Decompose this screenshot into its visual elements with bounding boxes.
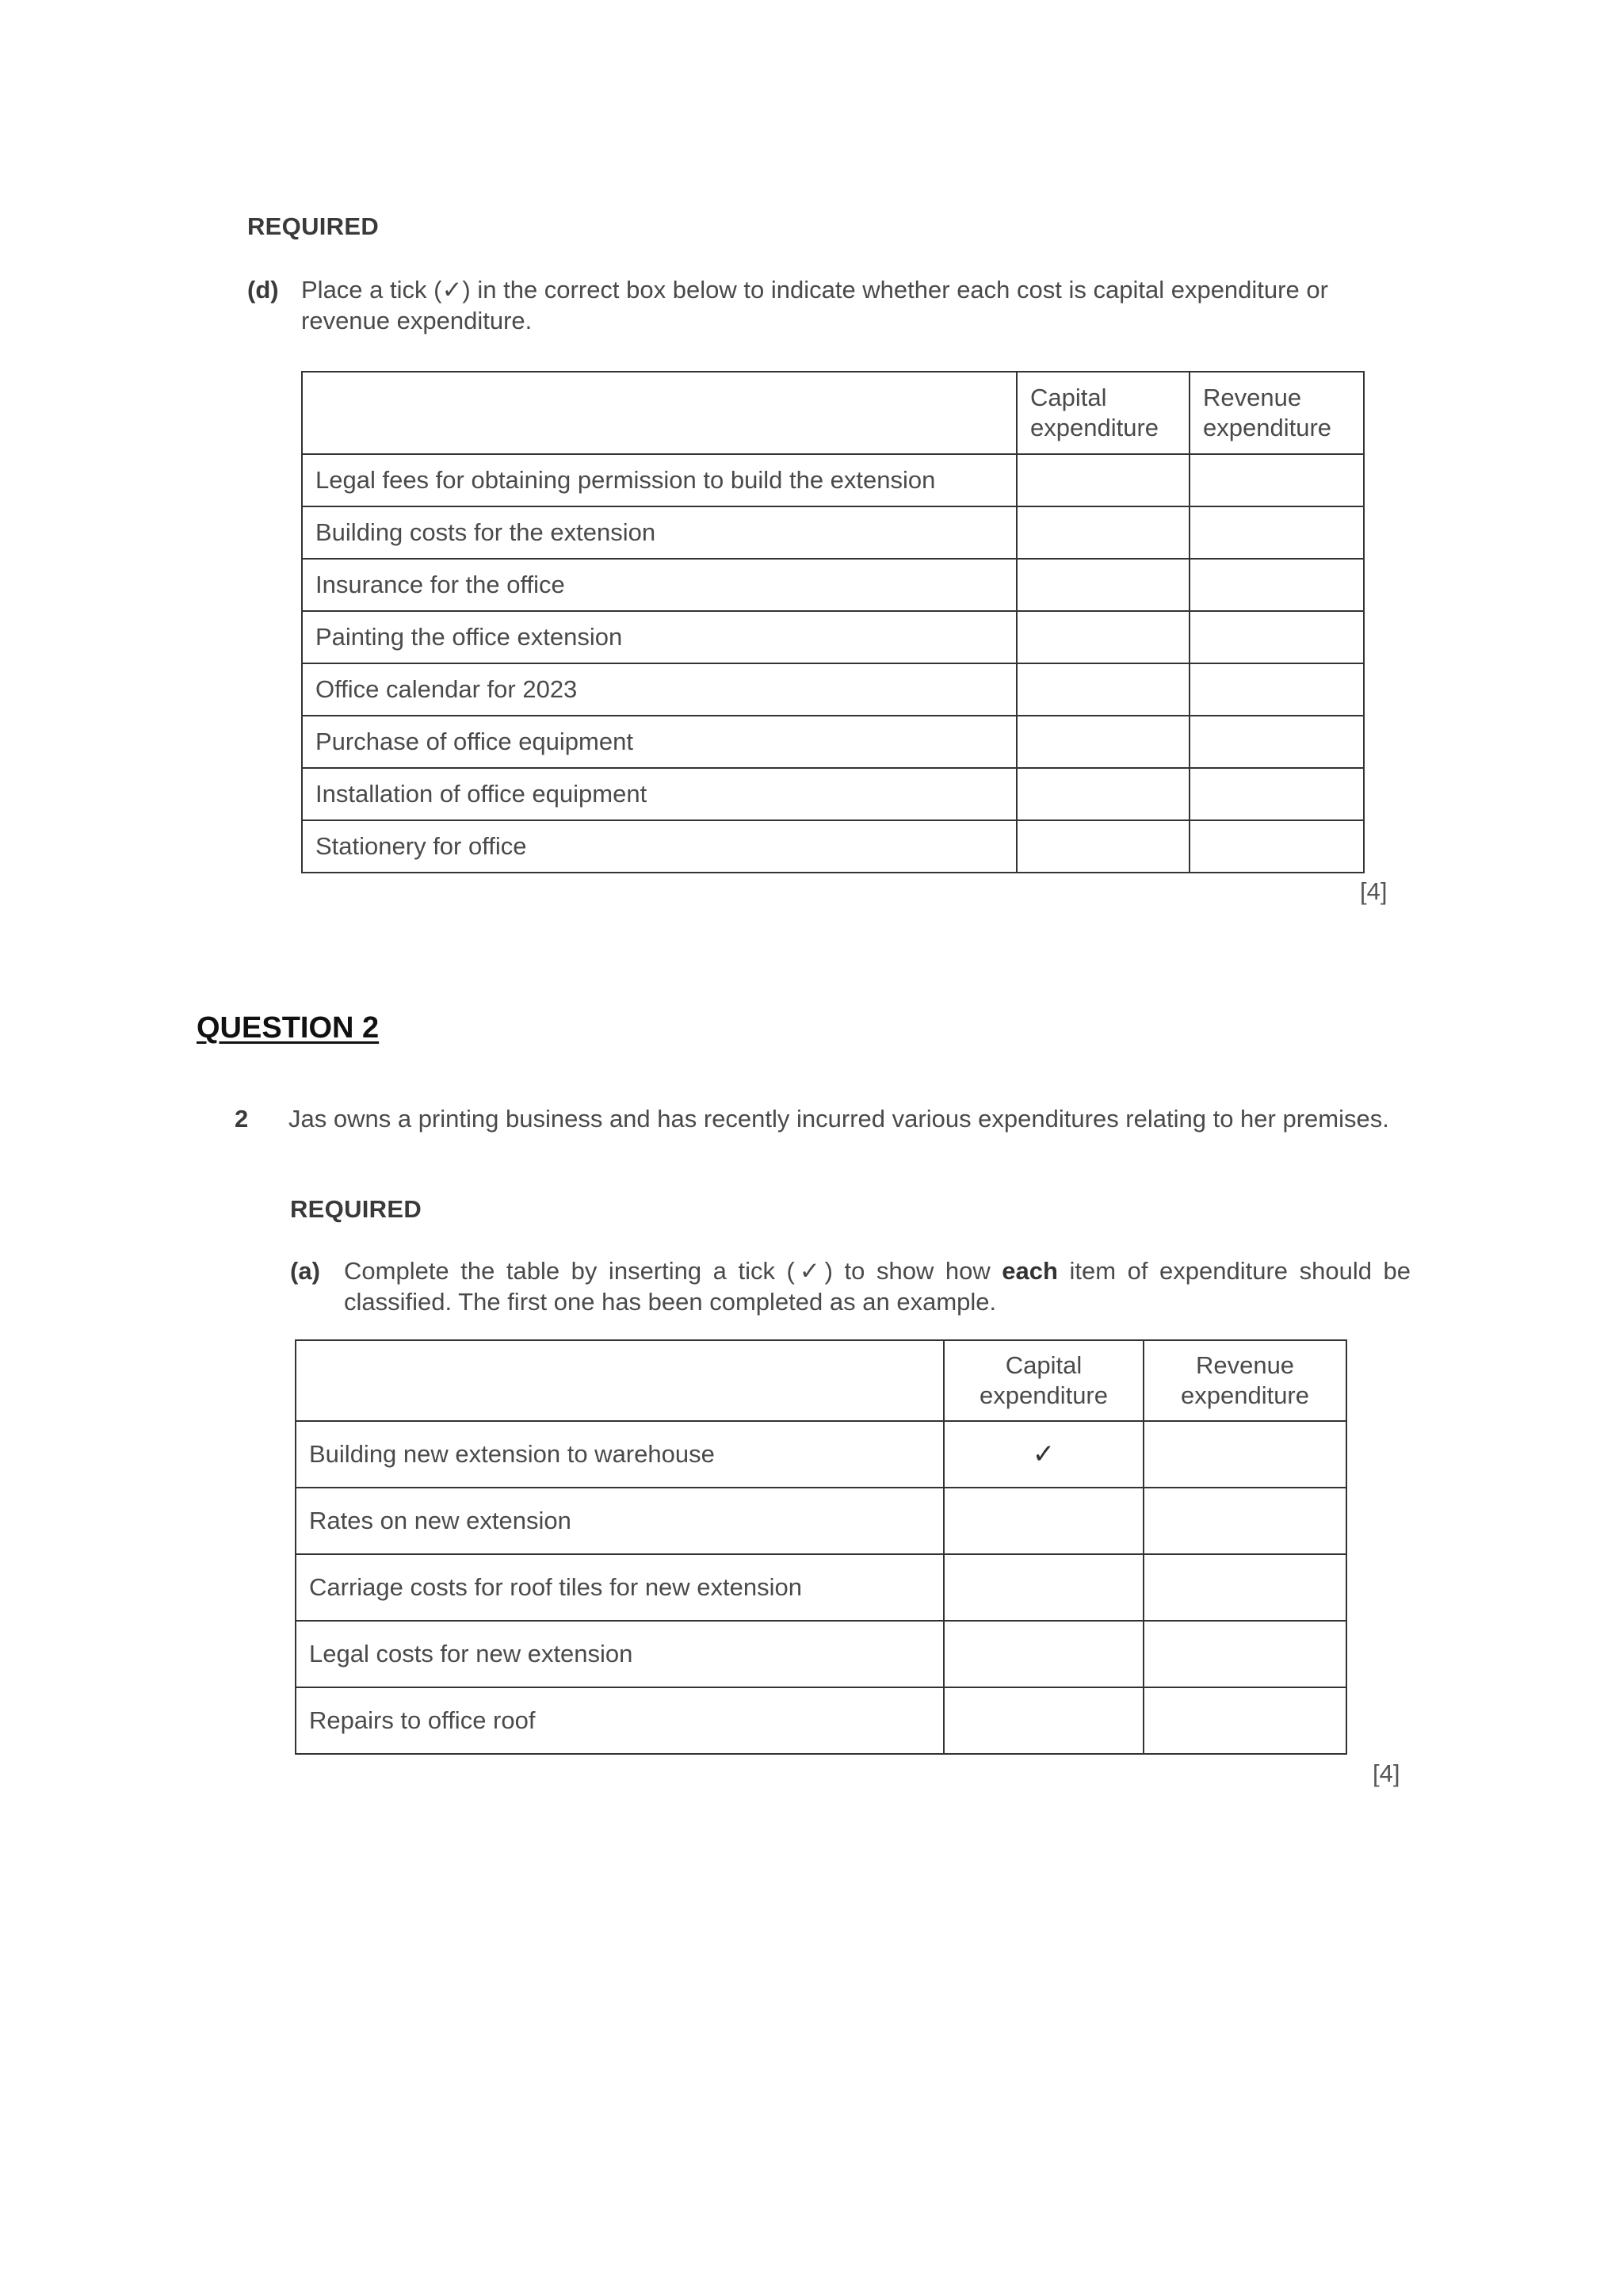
- revenue-tick-box[interactable]: [1144, 1687, 1346, 1754]
- item-label: Insurance for the office: [302, 559, 1017, 611]
- revenue-tick-box[interactable]: [1190, 454, 1364, 506]
- capital-tick-box[interactable]: [944, 1687, 1144, 1754]
- part-a-text: [344, 1255, 1411, 1317]
- capital-tick-box[interactable]: [1017, 559, 1190, 611]
- item-label: Building costs for the extension: [302, 506, 1017, 559]
- part-a-label: (a): [290, 1257, 320, 1285]
- item-label: Stationery for office: [302, 820, 1017, 873]
- capital-tick-box[interactable]: [1017, 820, 1190, 873]
- table-row: [296, 1554, 1346, 1621]
- table-header-row: [296, 1340, 1346, 1421]
- capital-tick-box[interactable]: ✓: [944, 1421, 1144, 1488]
- table-row: [302, 716, 1364, 768]
- capital-tick-box[interactable]: [1017, 716, 1190, 768]
- table-row: [302, 506, 1364, 559]
- capital-tick-box[interactable]: [1017, 611, 1190, 663]
- capital-tick-box[interactable]: [1017, 663, 1190, 716]
- part-a-text-after: item of expenditure should be classified. The first one has been completed as an example.: [344, 1257, 1411, 1316]
- item-label: Installation of office equipment: [302, 768, 1017, 820]
- revenue-tick-box[interactable]: [1190, 559, 1364, 611]
- required-heading-1: REQUIRED: [247, 212, 380, 240]
- part-a-text-bold: each: [1002, 1257, 1058, 1285]
- table-row: [296, 1687, 1346, 1754]
- header-revenue-expenditure: Revenue expenditure: [1144, 1340, 1346, 1421]
- item-label: Repairs to office roof: [296, 1687, 944, 1754]
- header-revenue-expenditure: Revenue expenditure: [1190, 372, 1364, 454]
- capital-tick-box[interactable]: [1017, 768, 1190, 820]
- table-row: [302, 559, 1364, 611]
- part-a-instruction: [290, 1255, 1411, 1317]
- part-d-text: Place a tick (✓) in the correct box below to indicate whether each cost is capital expenditure or revenue expenditure.: [301, 276, 1328, 334]
- header-capital-expenditure: Capital expenditure: [1017, 372, 1190, 454]
- item-label: Office calendar for 2023: [302, 663, 1017, 716]
- table-header-row: [302, 372, 1364, 454]
- table-row: [302, 768, 1364, 820]
- capital-revenue-table-2: [295, 1339, 1347, 1755]
- part-d-instruction: [247, 274, 1398, 336]
- revenue-tick-box[interactable]: [1144, 1421, 1346, 1488]
- header-blank-cell: [296, 1340, 944, 1421]
- required-heading-2: REQUIRED: [290, 1195, 422, 1223]
- table-row: [302, 820, 1364, 873]
- revenue-tick-box[interactable]: [1190, 663, 1364, 716]
- table-row: [302, 611, 1364, 663]
- part-a-text-before: Complete the table by inserting a tick (✓) to show how: [344, 1257, 1002, 1285]
- question-2-heading: QUESTION 2: [197, 1011, 380, 1045]
- item-label: Legal costs for new extension: [296, 1621, 944, 1687]
- revenue-tick-box[interactable]: [1190, 716, 1364, 768]
- item-label: Building new extension to warehouse: [296, 1421, 944, 1488]
- revenue-tick-box[interactable]: [1144, 1488, 1346, 1554]
- revenue-tick-box[interactable]: [1190, 820, 1364, 873]
- revenue-tick-box[interactable]: [1144, 1554, 1346, 1621]
- item-label: Painting the office extension: [302, 611, 1017, 663]
- question-2-intro-text: Jas owns a printing business and has recently incurred various expenditures relating to her premises.: [288, 1105, 1389, 1133]
- revenue-tick-box[interactable]: [1144, 1621, 1346, 1687]
- table-row: [296, 1621, 1346, 1687]
- revenue-tick-box[interactable]: [1190, 768, 1364, 820]
- item-label: Purchase of office equipment: [302, 716, 1017, 768]
- item-label: Rates on new extension: [296, 1488, 944, 1554]
- marks-1: [4]: [1360, 877, 1388, 905]
- capital-tick-box[interactable]: [944, 1488, 1144, 1554]
- revenue-tick-box[interactable]: [1190, 611, 1364, 663]
- item-label: Carriage costs for roof tiles for new extension: [296, 1554, 944, 1621]
- question-2-intro: [235, 1103, 1411, 1134]
- capital-tick-box[interactable]: [1017, 454, 1190, 506]
- revenue-tick-box[interactable]: [1190, 506, 1364, 559]
- header-blank-cell: [302, 372, 1017, 454]
- item-label: Legal fees for obtaining permission to build the extension: [302, 454, 1017, 506]
- capital-tick-box[interactable]: [944, 1554, 1144, 1621]
- table-row: [296, 1488, 1346, 1554]
- capital-tick-box[interactable]: [944, 1621, 1144, 1687]
- table-row: [302, 454, 1364, 506]
- table-row: [296, 1421, 1346, 1488]
- question-number: 2: [235, 1105, 249, 1133]
- capital-tick-box[interactable]: [1017, 506, 1190, 559]
- table-row: [302, 663, 1364, 716]
- header-capital-expenditure: Capital expenditure: [944, 1340, 1144, 1421]
- marks-2: [4]: [1373, 1759, 1400, 1787]
- capital-revenue-table-1: [301, 371, 1365, 873]
- part-d-label: (d): [247, 276, 279, 304]
